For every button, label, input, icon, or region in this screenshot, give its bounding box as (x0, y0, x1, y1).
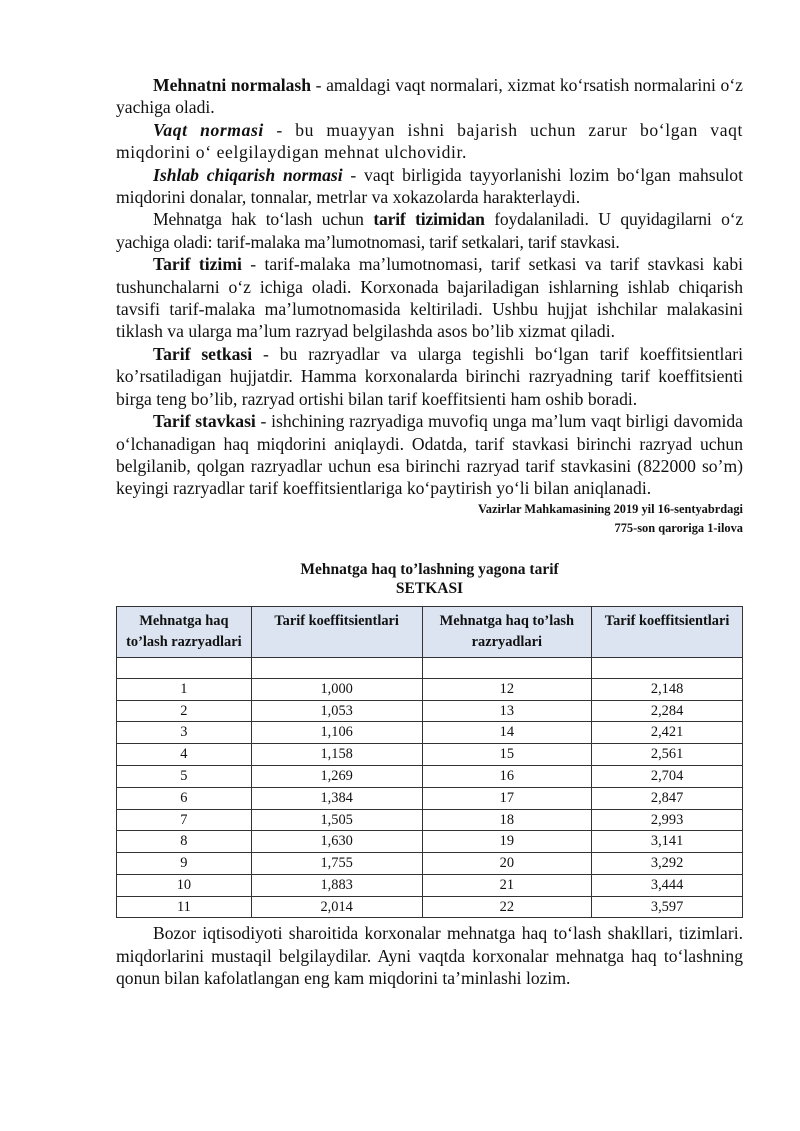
table-row (117, 809, 743, 831)
paragraph-tariff-grid (116, 343, 743, 410)
table-row (117, 874, 743, 896)
table-cell: 2,421 (592, 722, 743, 744)
table-cell: 18 (422, 809, 592, 831)
table-cell: 12 (422, 678, 592, 700)
table-title (116, 560, 743, 598)
table-cell: 9 (117, 853, 252, 875)
term: Tarif tizimi (153, 254, 242, 275)
paragraph-labor-normalization (116, 74, 743, 119)
term: Tarif setkasi (153, 343, 253, 364)
header-grade-2: Mehnatga haq to’lash razryadlari (422, 606, 592, 657)
table-cell: 2,014 (251, 896, 422, 918)
reference-line-1: Vazirlar Mahkamasining 2019 yil 16-sentyabrdagi (477, 501, 743, 516)
table-cell: 2,148 (592, 678, 743, 700)
paragraph-production-norm (116, 164, 743, 209)
paragraph-market-economy: Bozor iqtisodiyoti sharoitida korxonalar mehnatga haq to‘lash shakllari, tizimlari. miqdorlarini mustaqil belgilaydilar. Ayni vaqtda korxonalar mehnatga haq to‘lashning qonun bilan kafolatlangan eng kam miqdorini ta’minlashi lozim. (116, 923, 743, 989)
table-cell: 4 (117, 744, 252, 766)
term: Ishlab chiqarish normasi (153, 164, 343, 185)
table-cell: 1,755 (251, 853, 422, 875)
definition: - bu razryadlar va ularga tegishli bo‘lgan tarif koeffitsientlari ko’rsatiladigan hujjatdir. Hamma korxonalarda birinchi razryadning tarif koeffitsienti birga teng bo’lib, razryad ortishi bilan tarif koeffitsienti ham oshib boradi. (116, 343, 743, 409)
table-cell: 2,561 (592, 744, 743, 766)
table-title-line-2: SETKASI (395, 579, 464, 597)
table-cell: 2,704 (592, 765, 743, 787)
table-cell: 1,505 (251, 809, 422, 831)
table-blank-row (117, 657, 743, 678)
table-cell: 13 (422, 700, 592, 722)
table-cell: 8 (117, 831, 252, 853)
table-cell: 19 (422, 831, 592, 853)
table-cell: 1,053 (251, 700, 422, 722)
table-cell: 2,284 (592, 700, 743, 722)
table-cell: 10 (117, 874, 252, 896)
table-row (117, 700, 743, 722)
term: Vaqt normasi (153, 119, 264, 140)
table-cell: 20 (422, 853, 592, 875)
table-cell: 14 (422, 722, 592, 744)
table-cell: 3,444 (592, 874, 743, 896)
term: Tarif stavkasi (153, 411, 256, 432)
paragraph-time-norm (116, 119, 743, 164)
table-row (117, 744, 743, 766)
table-cell: 1,269 (251, 765, 422, 787)
table-cell: 2 (117, 700, 252, 722)
reference-line-2: 775-son qaroriga 1-ilova (614, 520, 743, 535)
table-cell: 1,384 (251, 787, 422, 809)
table-row (117, 787, 743, 809)
table-cell: 17 (422, 787, 592, 809)
table-cell: 3,141 (592, 831, 743, 853)
paragraph-tariff-system (116, 253, 743, 343)
table-cell: 5 (117, 765, 252, 787)
table-cell: 6 (117, 787, 252, 809)
definition: - tarif-malaka ma’lumotnomasi, tarif setkasi va tarif stavkasi kabi tushunchalarni o‘z ichiga oladi. Korxonada bajariladigan ishlarning ishlab chiqarish tavsifi tarif-malaka ma’lumotnomasida keltiriladi. Ushbu hujjat ishchilar malakasini tiklash va ularga ma’lum razryad belgilashda asos bo’lib xizmat qiladi. (116, 254, 744, 342)
definition: - bu muayyan ishni bajarish uchun zarur bo‘lgan vaqt miqdorini o‘ eelgilaydigan mehnat ulchovidir. (116, 119, 743, 163)
table-cell: 2,847 (592, 787, 743, 809)
table-cell: 3,597 (592, 896, 743, 918)
table-row (117, 722, 743, 744)
table-cell: 1,630 (251, 831, 422, 853)
table-cell: 7 (117, 809, 252, 831)
term: Mehnatni normalash (153, 75, 312, 95)
table-title-line-1: Mehnatga haq to’lashning yagona tarif (300, 560, 559, 578)
header-coefficient-2: Tarif koeffitsientlari (592, 606, 743, 657)
table-row (117, 765, 743, 787)
paragraph-tariff-system-intro (116, 208, 743, 253)
table-cell: 1,000 (251, 678, 422, 700)
table-body (117, 657, 743, 918)
term: tarif tizimidan (373, 209, 485, 230)
table-cell: 1,883 (251, 874, 422, 896)
header-grade-1: Mehnatga haq to’lash razryadlari (117, 606, 252, 657)
table-cell: 1,158 (251, 744, 422, 766)
definition: foydalaniladi. U quyidagilarni o‘z yachiga oladi: tarif-malaka ma’lumotnomasi, tarif setkalari, tarif stavkasi. (116, 209, 743, 252)
table-cell: 21 (422, 874, 592, 896)
table-cell: 16 (422, 765, 592, 787)
table-row (117, 831, 743, 853)
paragraph-tariff-rate (116, 410, 743, 500)
table-cell: 15 (422, 744, 592, 766)
tariff-table (116, 606, 743, 919)
definition: - amaldagi vaqt normalari, xizmat ko‘rsatish normalarini o‘z yachiga oladi. (116, 75, 743, 118)
table-cell: 1 (117, 678, 252, 700)
document-page (116, 74, 743, 990)
table-cell: 11 (117, 896, 252, 918)
table-row (117, 678, 743, 700)
table-cell: 2,993 (592, 809, 743, 831)
intro-text: Mehnatga hak to‘lash uchun (153, 209, 374, 230)
table-cell: 1,106 (251, 722, 422, 744)
table-row (117, 853, 743, 875)
table-header-row (117, 606, 743, 657)
table-cell: 3 (117, 722, 252, 744)
header-coefficient-1: Tarif koeffitsientlari (251, 606, 422, 657)
table-row (117, 896, 743, 918)
table-cell: 3,292 (592, 853, 743, 875)
table-cell: 22 (422, 896, 592, 918)
definition: - vaqt birligida tayyorlanishi lozim bo‘lgan mahsulot miqdorini donalar, tonnalar, metrlar va xokazolarda harakterlaydi. (116, 164, 743, 208)
definition: - ishchining razryadiga muvofiq unga ma’lum vaqt birligi davomida o‘lchanadigan haq miqdorini aniqlaydi. Odatda, tarif stavkasi birinchi razryad uchun belgilanib, qolgan razryadlar uchun esa birinchi razryad tarif stavkasini (822000 so’m) keyingi razryadlar tarif koeffitsientlariga ko‘paytirish yo‘li bilan aniqlanadi. (116, 411, 743, 499)
